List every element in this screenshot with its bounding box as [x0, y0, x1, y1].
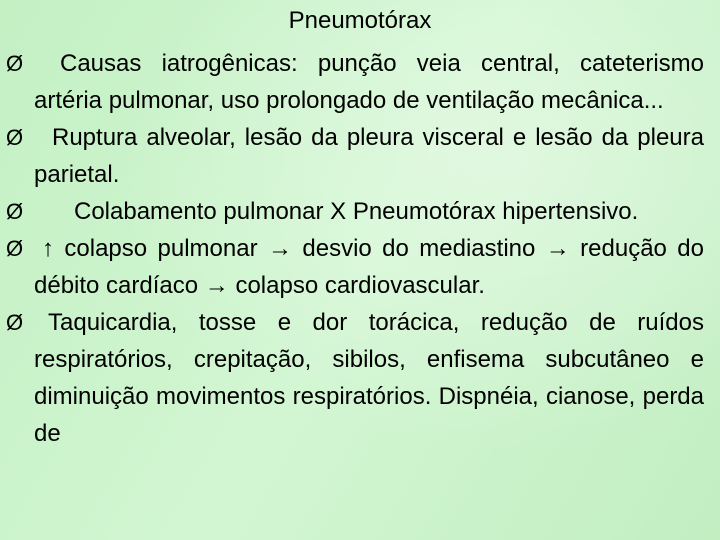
- bullet-text: Causas iatrogênicas: punção veia central, cateterismo artéria pulmonar, uso prolongado de ventilação mecânica...: [34, 50, 704, 114]
- arrow-bullet-icon: Ø: [6, 236, 24, 261]
- bullet-item: [0, 193, 720, 230]
- bullet-item: [0, 230, 720, 304]
- bullet-item: [0, 304, 720, 452]
- bullet-text: ↑ colapso pulmonar → desvio do mediastino → redução do débito cardíaco → colapso cardiovascular.: [34, 235, 704, 299]
- arrow-bullet-icon: Ø: [6, 310, 24, 335]
- arrow-bullet-icon: Ø: [6, 51, 24, 76]
- arrow-bullet-icon: Ø: [6, 199, 24, 224]
- slide-title: Pneumotórax: [288, 7, 432, 34]
- bullet-list: [0, 45, 720, 452]
- bullet-item: [0, 119, 720, 193]
- arrow-bullet-icon: Ø: [6, 125, 24, 150]
- bullet-text: Colabamento pulmonar X Pneumotórax hipertensivo.: [74, 198, 639, 225]
- bullet-item: [0, 45, 720, 119]
- bullet-text: Ruptura alveolar, lesão da pleura visceral e lesão da pleura parietal.: [34, 124, 704, 188]
- bullet-text: Taquicardia, tosse e dor torácica, redução de ruídos respiratórios, crepitação, sibilos, enfisema subcutâneo e diminuição movimentos respiratórios. Dispnéia, cianose, perda de: [34, 309, 704, 447]
